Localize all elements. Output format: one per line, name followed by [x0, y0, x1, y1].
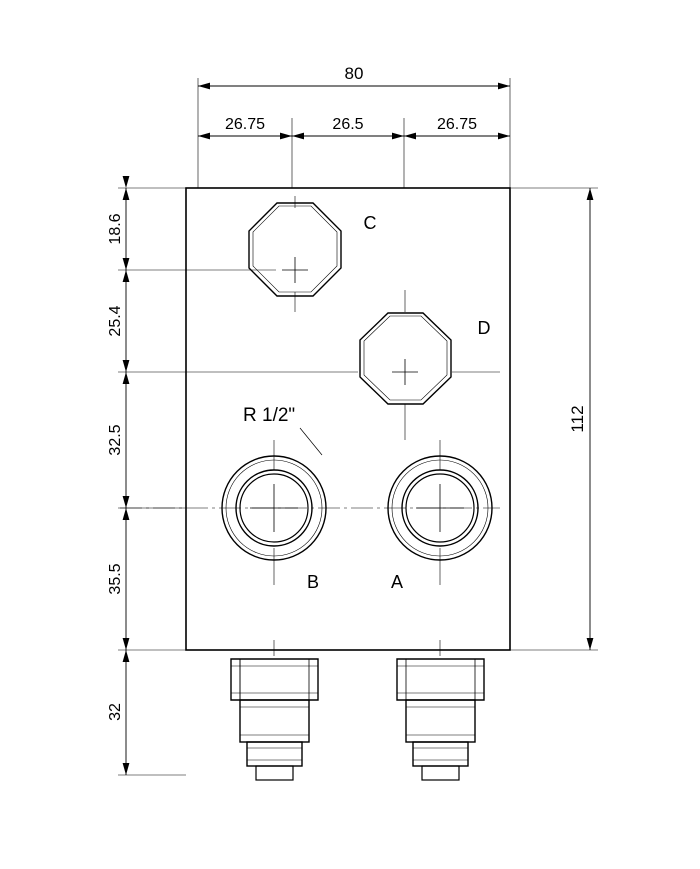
extension-lines: [118, 78, 598, 775]
dim-v-35-5: 35.5: [107, 563, 124, 595]
horizontal-dimension-80: [198, 64, 510, 89]
bottom-fitting-left: [231, 640, 318, 780]
thread-note: [243, 405, 322, 455]
body-outline: [186, 188, 510, 650]
label-port-b: B: [306, 572, 320, 592]
thread-note-text: R 1/2": [243, 405, 296, 426]
dim-segment-left: 26.75: [224, 116, 266, 133]
round-port-a: [388, 440, 492, 592]
vertical-dimension-chain: [107, 176, 129, 775]
dim-overall-height: 112: [568, 405, 587, 433]
label-port-d: D: [477, 318, 491, 338]
label-port-a: A: [390, 572, 404, 592]
dim-v-25-4: 25.4: [107, 305, 124, 337]
dim-segment-right: 26.75: [436, 116, 478, 133]
horizontal-dimension-chain: [198, 116, 510, 139]
manifold-body: [186, 188, 510, 650]
vertical-dimension-112: [568, 188, 593, 650]
dim-v-32: 32: [107, 703, 124, 721]
hex-port-d-outline: [360, 313, 451, 404]
round-port-b: [222, 440, 326, 592]
hex-port-d-inner: [364, 316, 447, 400]
dim-v-18-6: 18.6: [107, 213, 124, 245]
dim-v-32-5: 32.5: [107, 424, 124, 456]
dim-segment-middle: 26.5: [332, 116, 364, 133]
bottom-fitting-right: [397, 640, 484, 780]
label-port-c: C: [363, 213, 377, 233]
dim-overall-width: 80: [344, 64, 364, 83]
hex-port-c: [238, 196, 377, 312]
